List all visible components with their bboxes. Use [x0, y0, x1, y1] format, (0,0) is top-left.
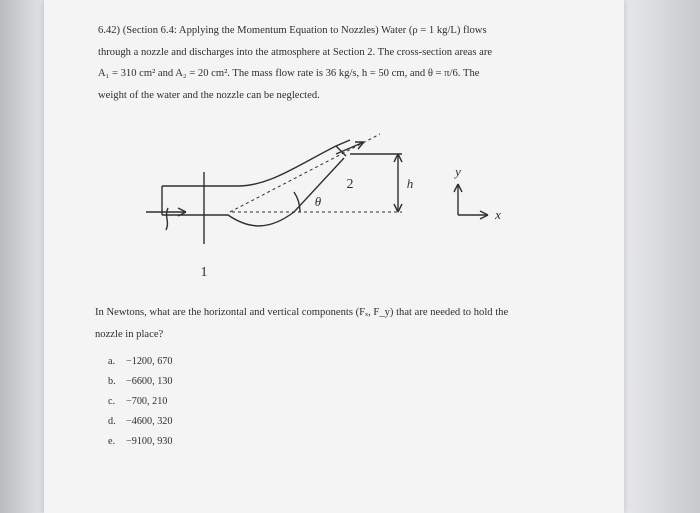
section1-label: 1	[200, 265, 208, 280]
problem-line: 6.42) (Section 6.4: Applying the Momentum Equation to Nozzles) Water (ρ = 1 kg/L) flows	[98, 25, 487, 36]
question-line: nozzle in place?	[95, 329, 164, 340]
problem-line: weight of the water and the nozzle can be neglected.	[98, 89, 320, 101]
choice-letter: c.	[108, 396, 116, 407]
question-text	[95, 302, 565, 346]
question-line: In Newtons, what are the horizontal and vertical components (Fₓ, F_y) that are needed to hold the	[95, 307, 509, 318]
nozzle-bottom-wall	[162, 158, 344, 226]
choice-value: −700, 210	[126, 396, 168, 407]
theta-label: θ	[314, 194, 322, 209]
x-axis-label: x	[495, 207, 501, 222]
choice-value: −4600, 320	[126, 416, 173, 427]
choice-letter: a.	[108, 356, 116, 367]
choice-d[interactable]	[108, 412, 173, 432]
choice-letter: b.	[108, 376, 116, 387]
choice-value: −9100, 930	[126, 436, 173, 447]
choice-letter: d.	[108, 416, 116, 427]
h-label: h	[406, 176, 414, 191]
nozzle-diagram	[140, 120, 530, 285]
problem-line: through a nozzle and discharges into the atmosphere at Section 2. The cross-section areas are	[98, 46, 493, 58]
problem-line: A₁ = 310 cm² and A₂ = 20 cm². The mass flow rate is 36 kg/s, h = 50 cm, and θ = π/6. The	[98, 68, 480, 79]
page-left-shadow	[0, 0, 48, 513]
choice-value: −1200, 670	[126, 356, 173, 367]
nozzle-top-wall	[162, 140, 350, 186]
choice-letter: e.	[108, 436, 116, 447]
page-right-shadow	[620, 0, 700, 513]
choice-b[interactable]	[108, 372, 173, 392]
choice-c[interactable]	[108, 392, 173, 412]
section2-label: 2	[346, 177, 354, 192]
y-axis-label: y	[455, 164, 461, 179]
choice-e[interactable]	[108, 432, 173, 452]
choice-value: −6600, 130	[126, 376, 173, 387]
answer-choices	[108, 352, 173, 452]
problem-statement	[98, 20, 548, 106]
choice-a[interactable]	[108, 352, 173, 372]
